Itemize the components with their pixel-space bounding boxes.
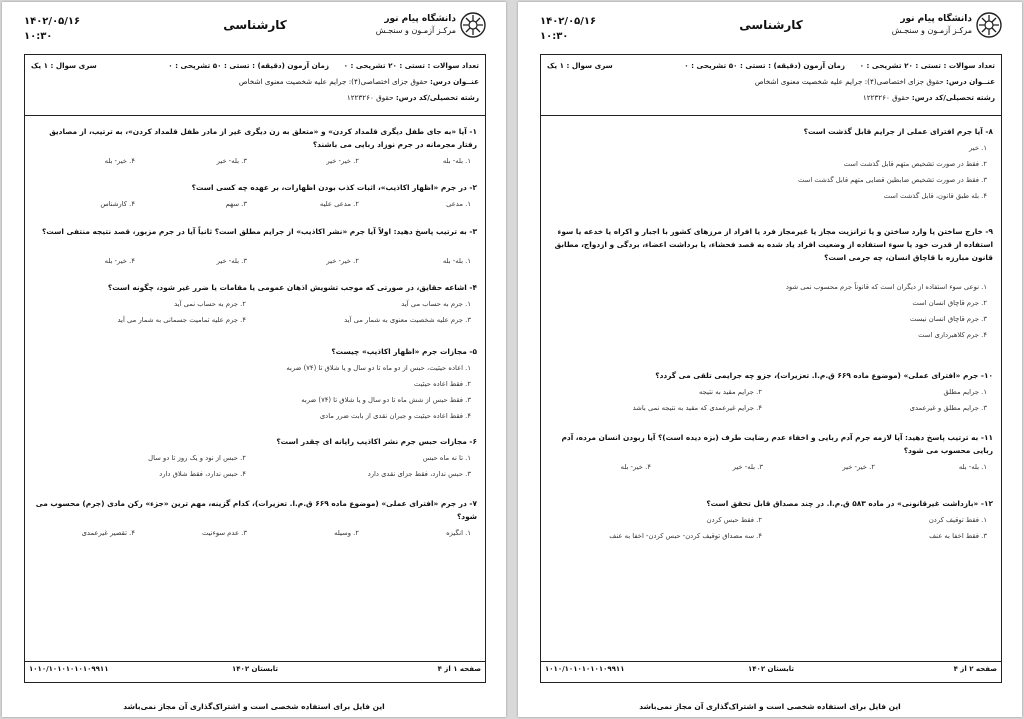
answer-option: ۳. عدم سوءنیت (202, 529, 247, 537)
exam-time: ۱۰:۳۰ (24, 31, 53, 42)
exam-code: ۱۰۱۰/۱۰۱۰۱۰۱۰۱۰۹۹۱۱ (29, 665, 109, 673)
question-series: سری سوال : ۱ یک (547, 61, 613, 70)
answer-option: ۳. بله- خیر (216, 257, 247, 265)
answer-option: ۲. خیر- خیر (326, 157, 359, 165)
exam-term: تابستان ۱۴۰۲ (748, 665, 794, 673)
center-name: مرکـز آزمـون و سنجـش (891, 26, 972, 35)
answer-option: ۴. جرایم غیرعمدی که مقید به نتیجه نمی باشد (632, 404, 762, 412)
answer-option: ۳. جرم قاچاق انسان نیست (909, 315, 987, 323)
answer-option: ۳. حبس ندارد، فقط جزای نقدی دارد (367, 470, 471, 478)
answer-option: ۱. بله- بله (442, 157, 471, 165)
center-name: مرکـز آزمـون و سنجـش (375, 26, 456, 35)
question-text: ۵- مجازات جرم «اظهار اکاذیب» چیست؟ (331, 347, 477, 356)
answer-option: ۱. فقط توقیف کردن (928, 516, 987, 524)
course-title-label: عنــوان درس: (946, 77, 995, 86)
question-text: ۱- آیا «به جای طفل دیگری قلمداد کردن» و «متعلق به زن دیگری غیر از مادر طفل قلمداد کردن»، به ترتیب، از مصادیق رفتار مجرمانه در جرم نوزاد ربایی می باشند؟ (49, 127, 477, 149)
degree-title: کارشناسی (223, 18, 287, 32)
question-text: ۳- به ترتیب پاسخ دهید: اولاً آیا جرم «نشر اکاذیب» از جرایم مطلق است؟ ثانیاً آیا در جرم مزبور، قصد نتیجه منتفی است؟ (42, 227, 477, 236)
exam-meta (25, 55, 485, 116)
answer-option: ۲. فقط در صورت تشخیص متهم قابل گذشت است (843, 160, 987, 168)
exam-date: ۱۴۰۲/۰۵/۱۶ (540, 16, 597, 27)
answer-option: ۴. حبس ندارد، فقط شلاق دارد (159, 470, 246, 478)
answer-option: ۲. جرم به حساب نمی آید (174, 300, 246, 308)
answer-option: ۴. جرم کلاهبرداری است (918, 331, 987, 339)
copyright-note: این فایل برای استفاده شخصی است و اشتراک‌گذاری آن مجاز نمی‌باشد (639, 702, 901, 711)
field-label: رشته تحصیلی/کد درس: (911, 93, 995, 102)
question-text: ۷- در جرم «افترای عملی» (موضوع ماده ۶۶۹ ق.م.ا. تعزیرات)، کدام گزینه، مهم ترین «جزء» رکن مادی (جرم) محسوب می شود؟ (35, 499, 477, 521)
exam-frame (540, 54, 1002, 683)
answer-option: ۲. خیر- خیر (326, 257, 359, 265)
exam-frame (24, 54, 486, 683)
university-logo-icon (976, 12, 1002, 38)
university-logo-block (892, 12, 1002, 38)
page-footer (25, 661, 485, 676)
question-text: ۹- خارج ساختن یا وارد ساختن و یا ترانزیت مجاز یا غیرمجاز فرد یا افراد از مرزهای کشور با اجبار و اکراه یا خدعه یا سوء استفاده از قدرت خود یا سوء استفاده از وضعیت افراد یاد شده به قصد فحشاء، یا برداشت اعضاء، بردگی و ازدواج، مطابق قانون مبارزه با قاچاق انسان، چه جرمی است؟ (554, 227, 993, 262)
answer-option: ۲. جرایم مقید به نتیجه (699, 388, 762, 396)
answer-option: ۴. خیر- بله (104, 157, 135, 165)
page-header (24, 12, 486, 50)
answer-option: ۱. مدعی (446, 200, 471, 208)
exam-time: ۱۰:۳۰ (540, 31, 569, 42)
answer-option: ۳. جرایم مطلق و غیرعمدی (909, 404, 987, 412)
question-text: ۶- مجازات حبس جرم نشر اکاذیب رایانه ای چقدر است؟ (276, 437, 477, 446)
question-text: ۴- اشاعه حقایق، در صورتی که موجب تشویش اذهان عمومی یا مقامات یا ضرر غیر شود، چگونه است؟ (107, 283, 477, 292)
answer-option: ۲. وسیله (334, 529, 359, 537)
page-header (540, 12, 1002, 50)
answer-option: ۲. جرم قاچاق انسان است (912, 299, 987, 307)
field-label: رشته تحصیلی/کد درس: (395, 93, 479, 102)
course-title: حقوق جزای اختصاصی(۴): جرایم علیه شخصیت معنوی اشخاص (238, 77, 428, 86)
answer-option: ۲. خیر- خیر (842, 463, 875, 471)
answer-option: ۴. فقط اعاده حیثیت و جبران نقدی از بابت ضرر مادی (319, 412, 471, 420)
exam-page-2 (518, 2, 1022, 717)
question-count: تعداد سوالات : تستی : ۲۰ تشریحی : ۰ (343, 61, 479, 70)
page-number: صفحه ۱ از ۴ (437, 665, 481, 673)
exam-page-1 (2, 2, 506, 717)
university-logo-icon (460, 12, 486, 38)
course-title-label: عنــوان درس: (430, 77, 479, 86)
page-footer (541, 661, 1001, 676)
answer-option: ۱. جرایم مطلق (943, 388, 987, 396)
answer-option: ۱. خیر (969, 144, 987, 152)
answer-option: ۱. اعاده حیثیت، حبس از دو ماه تا دو سال و یا شلاق تا (۷۴) ضربه (286, 364, 471, 372)
exam-meta (541, 55, 1001, 116)
answer-option: ۱. نوعی سوء استفاده از دیگران است که قانوناً جرم محسوب نمی شود (785, 283, 987, 291)
answer-option: ۱. جرم به حساب می آید (401, 300, 471, 308)
answer-option: ۴. بله طبق قانون، قابل گذشت است (883, 192, 987, 200)
answer-option: ۲. فقط اعاده حیثیت (413, 380, 471, 388)
answer-option: ۳. فقط حبس از شش ماه تا دو سال و یا شلاق تا (۷۴) ضربه (301, 396, 471, 404)
answer-option: ۳. فقط اخفا به عنف (929, 532, 987, 540)
answer-option: ۲. حبس از نود و یک روز تا دو سال (148, 454, 246, 462)
university-name: دانشگاه پیام نور (900, 14, 972, 24)
question-text: ۲- در جرم «اظهار اکاذیب»، اثبات کذب بودن اظهارات، بر عهده چه کسی است؟ (191, 183, 477, 192)
exam-code: ۱۰۱۰/۱۰۱۰۱۰۱۰۱۰۹۹۱۱ (545, 665, 625, 673)
page-number: صفحه ۲ از ۴ (953, 665, 997, 673)
answer-option: ۴. تقصیر غیرعمدی (81, 529, 135, 537)
answer-option: ۳. جرم علیه شخصیت معنوی به شمار می آید (344, 316, 471, 324)
answer-option: ۲. فقط حبس کردن (706, 516, 762, 524)
answer-option: ۱. بله- بله (958, 463, 987, 471)
answer-option: ۴. سه مصداق توقیف کردن- حبس کردن- اخفا به عنف (609, 532, 762, 540)
answer-option: ۳. سهم (225, 200, 247, 208)
question-text: ۸- آیا جرم افترای عملی از جرایم قابل گذشت است؟ (803, 127, 993, 136)
degree-title: کارشناسی (739, 18, 803, 32)
university-name: دانشگاه پیام نور (384, 14, 456, 24)
answer-option: ۲. مدعی علیه (319, 200, 359, 208)
exam-date: ۱۴۰۲/۰۵/۱۶ (24, 16, 81, 27)
answer-option: ۴. جرم علیه تمامیت جسمانی به شمار می آید (117, 316, 246, 324)
university-logo-block (376, 12, 486, 38)
question-text: ۱۱- به ترتیب پاسخ دهید: آیا لازمه جرم آدم ربایی و اخفاء عدم رضایت طرف (بزه دیده است)؟ آیا ربودن انسان مرده، آدم ربایی محسوب می شود؟ (561, 433, 993, 455)
exam-term: تابستان ۱۴۰۲ (232, 665, 278, 673)
answer-option: ۳. فقط در صورت تشخیص ضابطین قضایی متهم قابل گذشت است (798, 176, 987, 184)
question-text: ۱۰- جرم «افترای عملی» (موضوع ماده ۶۶۹ ق.م.ا. تعزیرات)، جزو چه جرایمی تلقی می گردد؟ (655, 371, 993, 380)
answer-option: ۱. انگیزه (446, 529, 471, 537)
question-text: ۱۲- «بازداشت غیرقانونی» در ماده ۵۸۳ ق.م.ا. در چند مصداق قابل تحقق است؟ (706, 499, 993, 508)
answer-option: ۴. خیر- بله (104, 257, 135, 265)
answer-option: ۳. بله- خیر (216, 157, 247, 165)
copyright-note: این فایل برای استفاده شخصی است و اشتراک‌گذاری آن مجاز نمی‌باشد (123, 702, 385, 711)
answer-option: ۱. بله- بله (442, 257, 471, 265)
question-series: سری سوال : ۱ یک (31, 61, 97, 70)
exam-duration: زمان آزمون (دقیقه) : تستی : ۵۰ تشریحی : ۰ (168, 61, 329, 70)
course-title: حقوق جزای اختصاصی(۴): جرایم علیه شخصیت معنوی اشخاص (754, 77, 944, 86)
field-code: حقوق ۱۲۲۳۲۶۰ (862, 93, 910, 102)
field-code: حقوق ۱۲۲۳۲۶۰ (346, 93, 394, 102)
answer-option: ۴. کارشناس (100, 200, 135, 208)
exam-duration: زمان آزمون (دقیقه) : تستی : ۵۰ تشریحی : ۰ (684, 61, 845, 70)
answer-option: ۳. بله- خیر (732, 463, 763, 471)
answer-option: ۱. تا نه ماه حبس (422, 454, 471, 462)
answer-option: ۴. خیر- بله (620, 463, 651, 471)
question-count: تعداد سوالات : تستی : ۲۰ تشریحی : ۰ (859, 61, 995, 70)
